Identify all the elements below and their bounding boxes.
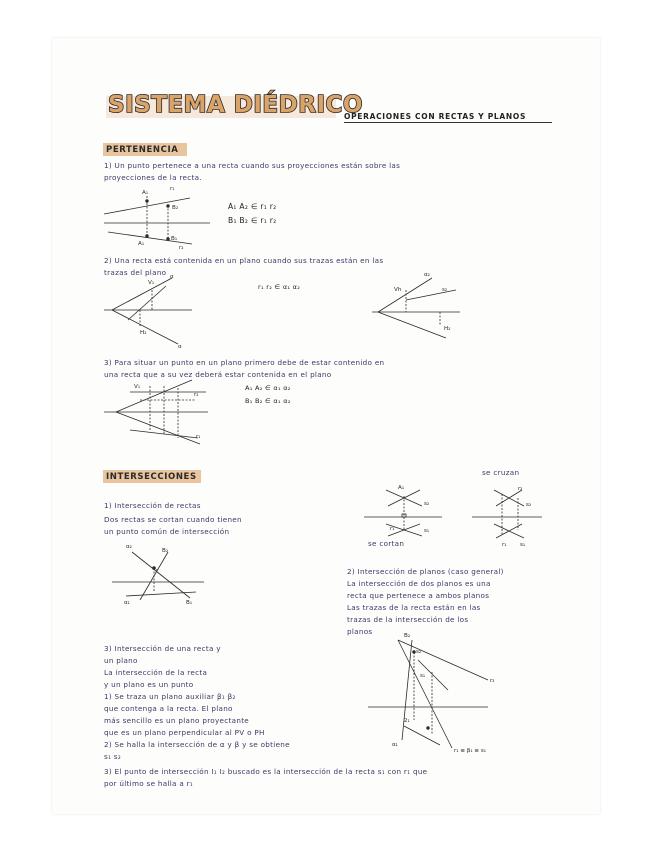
diagram-point-in-plane	[104, 380, 208, 444]
label-v1: V₁	[148, 280, 155, 286]
intersecciones-item-2-line-5: trazas de la intersección de los	[347, 615, 469, 624]
label-alpha-bottom: α	[178, 344, 182, 350]
label-h2: H₂	[140, 330, 147, 336]
diagram-line-intersection	[112, 552, 204, 600]
label-alpha-top: α	[170, 274, 174, 280]
label-v: V₁	[134, 384, 141, 390]
pertenencia-item-3-line-1: 3) Para situar un punto en un plano primero debe de estar contenido en	[104, 358, 385, 367]
label-se-cortan: se cortan	[368, 539, 405, 548]
diagram-lines-cross	[472, 490, 542, 538]
intersecciones-item-3-line-3: La intersección de la recta	[104, 668, 208, 677]
label-r1c: r₁	[390, 526, 395, 532]
intersecciones-item-2-line-4: Las trazas de la recta están en las	[347, 603, 481, 612]
diagram-line-points	[104, 196, 210, 244]
diagram-plane-intersection	[368, 640, 488, 748]
page-subtitle: OPERACIONES CON RECTAS Y PLANOS	[344, 112, 527, 121]
intersecciones-item-3-line-1: 3) Intersección de una recta y	[104, 644, 221, 653]
pertenencia-item-1-line-1: 1) Un punto pertenece a una recta cuando sus proyecciones están sobre las	[104, 161, 401, 170]
label-s1c: s₁	[424, 528, 430, 534]
relation-a1a2: A₁ A₂ ∈ r₁ r₂	[228, 202, 277, 211]
intersecciones-item-3-line-9: 2) Se halla la intersección de α y β y se obtiene	[104, 740, 290, 749]
pertenencia-item-3-line-2: una recta que a su vez deberá estar contenida en el plano	[104, 370, 332, 379]
relation-r1r2: r₁ r₂ ∈ α₁ α₂	[258, 283, 301, 291]
label-hp: H₂	[444, 326, 451, 332]
intersecciones-item-3-line-4: y un plano es un punto	[104, 680, 194, 689]
intersecciones-item-3-line-7: más sencillo es un plano proyectante	[104, 716, 250, 725]
diagram-lines-cut	[364, 490, 442, 536]
intersecciones-item-3-line-6: que contenga a la recta. El plano	[104, 704, 233, 713]
label-b2-f: B₂	[404, 633, 411, 639]
intersecciones-item-2-line-1: 2) Intersección de planos (caso general)	[347, 567, 504, 576]
label-alpha1-f: α₁	[392, 742, 398, 748]
label-2a: 2₁	[404, 718, 410, 724]
relation-b1b2: B₁ B₂ ∈ r₁ r₂	[228, 216, 277, 225]
label-a-lower: A₁	[138, 241, 145, 247]
relation-b1b2-plane: B₁ B₂ ∈ α₁ α₂	[245, 397, 291, 405]
label-b1-e: B₁	[186, 600, 193, 606]
pertenencia-item-2-line-1: 2) Una recta está contenida en un plano cuando sus trazas están en las	[104, 256, 384, 265]
intersecciones-item-1-line-2: un punto común de intersección	[104, 527, 230, 536]
label-vh: Vh	[394, 287, 402, 293]
label-r1: r₁	[170, 186, 175, 192]
label-s2c: s₂	[424, 501, 430, 507]
section-heading-pertenencia: PERTENENCIA	[106, 145, 179, 155]
pertenencia-item-1-line-2: proyecciones de la recta.	[104, 173, 202, 182]
intersecciones-item-3-line-2: un plano	[104, 656, 138, 665]
label-b2-e: B₂	[162, 548, 169, 554]
label-r2-f: r₂	[490, 678, 495, 684]
pertenencia-item-2-line-2: trazas del plano	[104, 268, 167, 277]
intersecciones-item-2-line-3: recta que pertenece a ambos planos	[347, 591, 490, 600]
intersecciones-item-1-title: 1) Intersección de rectas	[104, 501, 201, 510]
label-r2b: r₂	[194, 392, 199, 398]
label-rr: r	[156, 568, 159, 574]
label-alpha2-e: α₂	[126, 544, 132, 550]
label-se-cruzan: se cruzan	[482, 468, 520, 477]
label-s2d: s₂	[526, 502, 532, 508]
label-alpha1-e: α₁	[124, 600, 130, 606]
label-r2: r₂	[179, 245, 184, 251]
intersecciones-item-3-line-12: por último se halla a r₁	[104, 779, 194, 788]
intersecciones-item-1-line-1: Dos rectas se cortan cuando tienen	[104, 515, 242, 524]
label-r1d: r₁	[502, 542, 507, 548]
label-b2: B₂	[172, 205, 179, 211]
label-a1c: A₁	[398, 485, 405, 491]
intersecciones-item-2-line-2: La intersección de dos planos es una	[347, 579, 491, 588]
label-s1-f: s₁	[420, 673, 426, 679]
label-alpha-2: α₂	[424, 272, 430, 278]
intersecciones-item-2-line-6: planos	[347, 627, 373, 636]
label-b1: B₁	[171, 236, 178, 242]
intersecciones-item-3-line-5: 1) Se traza un plano auxiliar β₁ β₂	[104, 692, 236, 701]
label-s2: s₂	[442, 287, 448, 293]
label-r1-rel: r₁ ≡ β₁ ≡ s₁	[454, 748, 486, 754]
intersecciones-item-3-line-8: que es un plano perpendicular al PV o PH	[104, 728, 265, 737]
label-a1: A₁	[142, 190, 149, 196]
relation-a1a2-plane: A₁ A₂ ∈ α₁ α₂	[245, 384, 291, 392]
intersecciones-item-3-line-11: 3) El punto de intersección I₁ I₂ buscado es la intersección de la recta s₁ con r₁ que	[104, 767, 428, 776]
diagram-line-in-plane	[104, 278, 192, 344]
label-s2-f: s₂	[416, 649, 422, 655]
label-s1d: s₁	[520, 542, 526, 548]
intersecciones-item-3-line-10: s₁ s₂	[104, 752, 122, 761]
page-title: SISTEMA DIÉDRICO	[108, 92, 363, 118]
label-r1b: r₁	[196, 434, 201, 440]
section-heading-intersecciones: INTERSECCIONES	[106, 472, 197, 482]
label-r2d: r₂	[518, 486, 523, 492]
